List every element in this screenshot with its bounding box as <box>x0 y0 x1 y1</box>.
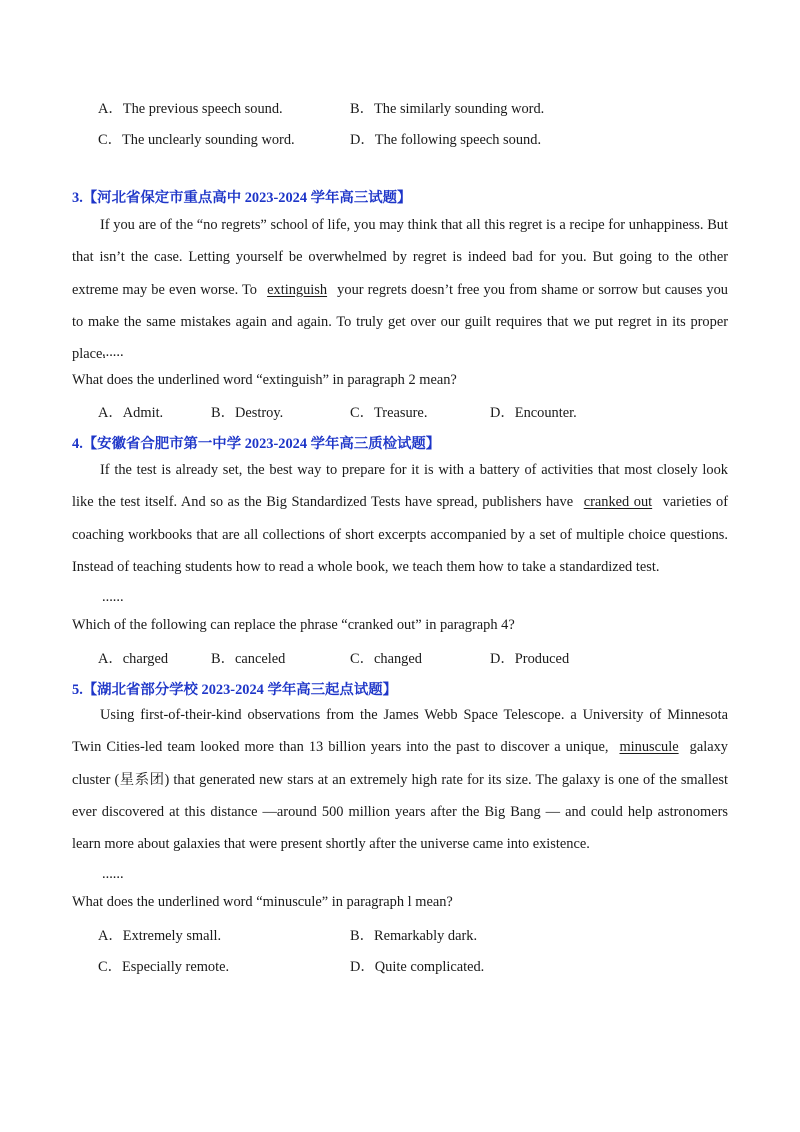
q3-option-c[interactable]: C．Treasure. <box>350 405 428 421</box>
q5-header: 5.【湖北省部分学校 2023-2024 学年高三起点试题】 <box>72 682 397 698</box>
q4-ellipsis: ...... <box>102 589 124 605</box>
q5-ellipsis: ...... <box>102 866 124 882</box>
q4-option-d[interactable]: D．Produced <box>490 651 570 667</box>
q4-options-row <box>98 647 728 667</box>
q4-passage-after: varieties of coaching workbooks that are all collections of short excerpts accompanied by a set of multiple choice questions. Instead of teaching students how to read a whole book, we teach them how to take a standardized test. <box>72 494 728 575</box>
q5-options-row-2 <box>98 955 728 975</box>
q5-option-b[interactable]: B．Remarkably dark. <box>350 928 478 944</box>
q4-option-a[interactable]: A．charged <box>98 651 169 667</box>
q4-option-b[interactable]: B．canceled <box>211 651 286 667</box>
q2-option-b[interactable]: B．The similarly sounding word. <box>350 101 545 117</box>
q2-options-row-2 <box>98 128 728 148</box>
q5-passage <box>72 699 728 860</box>
q4-question: Which of the following can replace the phrase “cranked out” in paragraph 4? <box>72 617 515 633</box>
q2-options-row-1 <box>98 97 728 117</box>
q5-underlined-word: minuscule <box>619 739 679 756</box>
q5-passage-before: Using first-of-their-kind observations from the James Webb Space Telescope. a University of Minnesota Twin Cities-led team looked more than 13 billion years into the past to discover a unique, <box>72 707 728 756</box>
q4-header: 4.【安徽省合肥市第一中学 2023-2024 学年高三质检试题】 <box>72 436 441 452</box>
q3-option-a[interactable]: A．Admit. <box>98 405 164 421</box>
q5-passage-after: galaxy cluster (星系团) that generated new stars at an extremely high rate for its size. The galaxy is one of the smallest ever discovered at this distance —around 500 million years after the Big Bang — and could help astronomers learn more about galaxies that were present shortly after the universe came into existence. <box>72 739 728 853</box>
q5-option-a[interactable]: A．Extremely small. <box>98 928 222 944</box>
q5-options-row-1 <box>98 924 728 944</box>
q3-option-b[interactable]: B．Destroy. <box>211 405 284 421</box>
q4-passage <box>72 454 728 583</box>
q4-option-c[interactable]: C．changed <box>350 651 422 667</box>
q3-option-d[interactable]: D．Encounter. <box>490 405 577 421</box>
q3-passage <box>72 209 728 370</box>
q4-passage-before: If the test is already set, the best way to prepare for it is with a battery of activities that most closely look like the test itself. And so as the Big Standardized Tests have spread, publishers have <box>72 462 728 511</box>
q3-ellipsis: ...... <box>102 344 124 360</box>
q5-option-d[interactable]: D．Quite complicated. <box>350 959 485 975</box>
q2-option-a[interactable]: A．The previous speech sound. <box>98 101 283 117</box>
q3-underlined-word: extinguish <box>267 281 328 298</box>
q3-header: 3.【河北省保定市重点高中 2023-2024 学年高三试题】 <box>72 190 412 206</box>
q3-options-row <box>98 401 728 421</box>
q2-option-c[interactable]: C．The unclearly sounding word. <box>98 132 295 148</box>
q5-option-c[interactable]: C．Especially remote. <box>98 959 230 975</box>
q3-passage-after: your regrets doesn’t free you from shame or sorrow but causes you to make the same mistakes again and again. To truly get over our guilt requires that we put regret in its proper place. <box>72 281 728 363</box>
q3-question: What does the underlined word “extinguish” in paragraph 2 mean? <box>72 372 457 388</box>
q2-option-d[interactable]: D．The following speech sound. <box>350 132 542 148</box>
q5-question: What does the underlined word “minuscule” in paragraph l mean? <box>72 894 453 910</box>
q3-passage-before: If you are of the “no regrets” school of life, you may think that all this regret is a recipe for unhappiness. But that isn’t the case. Letting yourself be overwhelmed by regret is indeed bad for you. But going to the other extreme may be even worse. To <box>72 217 728 298</box>
q4-underlined-phrase: cranked out <box>583 494 653 511</box>
